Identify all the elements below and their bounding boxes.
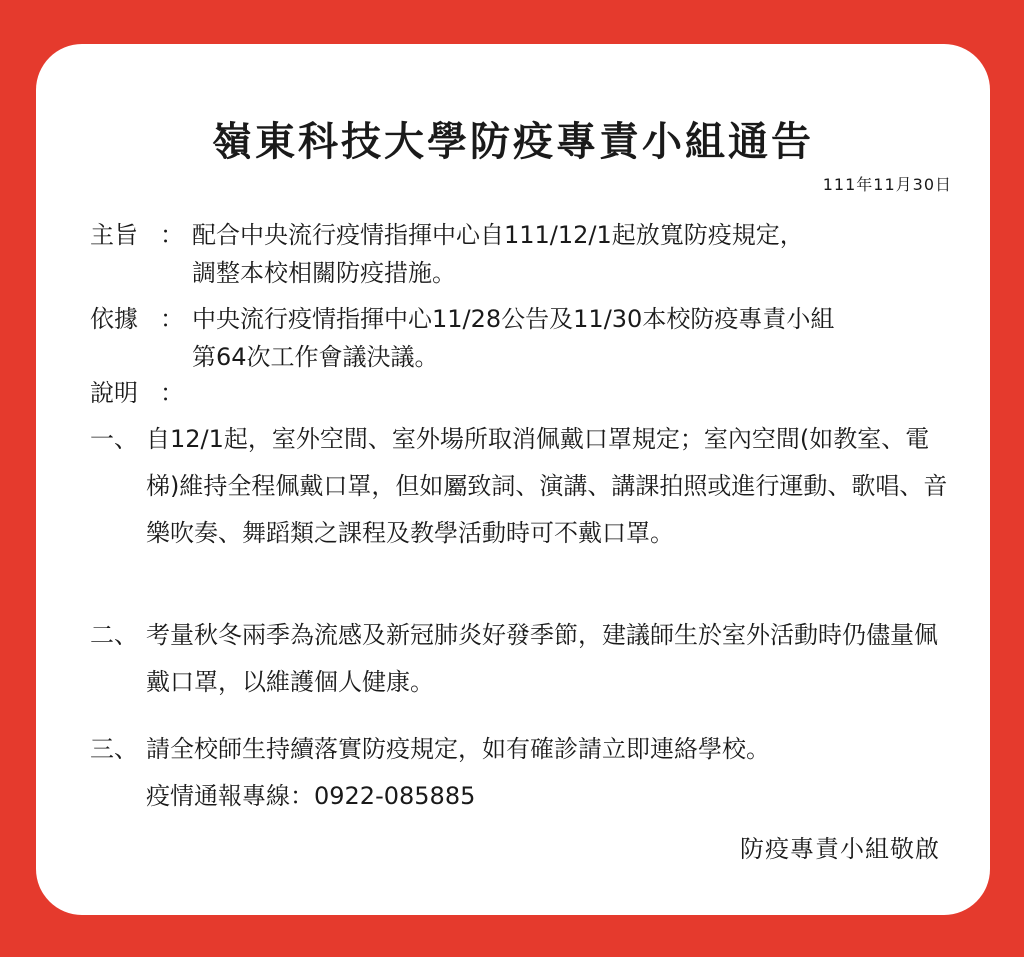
notice-title: 嶺東科技大學防疫專責小組通告 (212, 119, 814, 165)
basis-colon: ： (160, 305, 184, 333)
explanation-label: 說明 (90, 379, 138, 407)
subject-line-2: 調整本校相關防疫措施。 (192, 259, 456, 287)
item-number: 二、 (90, 621, 138, 649)
signature: 防疫專責小組敬啟 (740, 835, 940, 863)
explanation-colon: ： (160, 379, 184, 407)
basis-line-1: 中央流行疫情指揮中心11/28公告及11/30本校防疫專責小組 (192, 305, 835, 333)
hotline-text: 疫情通報專線：0922-085885 (146, 782, 476, 810)
subject-line-1: 配合中央流行疫情指揮中心自111/12/1起放寬防疫規定， (192, 221, 804, 249)
item-number: 一、 (90, 425, 138, 453)
item-text: 自12/1起，室外空間、室外場所取消佩戴口罩規定；室內空間(如教室、電梯)維持全程佩戴口罩，但如屬致詞、演講、講課拍照或進行運動、歌唱、音樂吹奏、舞蹈類之課程及教學活動時可不戴口罩。 (146, 425, 948, 547)
subject-label: 主旨 (90, 221, 138, 249)
subject-content (192, 216, 952, 292)
explanation-item-2 (90, 612, 950, 706)
basis-content (192, 300, 952, 376)
item-text: 請全校師生持續落實防疫規定，如有確診請立即連絡學校。 (146, 735, 770, 763)
notice-card (36, 44, 990, 915)
item-text: 考量秋冬兩季為流感及新冠肺炎好發季節，建議師生於室外活動時仍儘量佩戴口罩，以維護個人健康。 (146, 621, 938, 696)
explanation-item-3 (90, 726, 950, 820)
basis-label: 依據 (90, 305, 138, 333)
item-number: 三、 (90, 735, 138, 763)
basis-line-2: 第64次工作會議決議。 (192, 343, 439, 371)
explanation-item-1 (90, 416, 950, 557)
notice-date: 111年11月30日 (822, 175, 952, 194)
subject-colon: ： (160, 221, 184, 249)
